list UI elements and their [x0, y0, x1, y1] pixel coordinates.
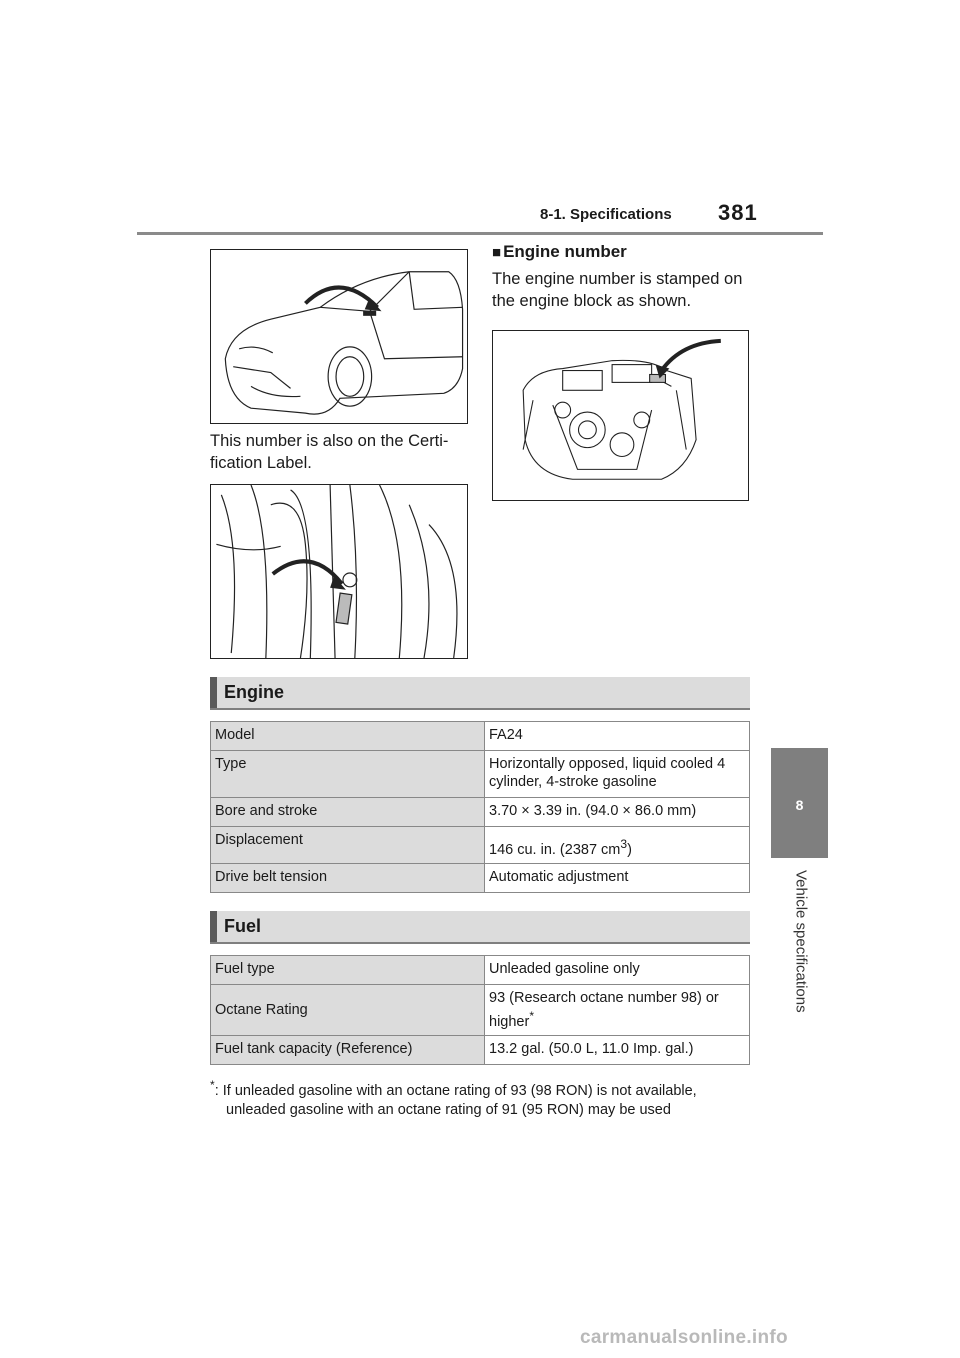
spec-label: Bore and stroke	[211, 798, 485, 827]
engine-number-description: The engine number is stamped on the engine block as shown.	[492, 270, 743, 310]
spec-value: FA24	[485, 722, 750, 751]
fuel-spec-table	[210, 955, 750, 1065]
chapter-title: Vehicle specifications	[792, 870, 810, 1013]
table-row	[211, 751, 750, 798]
chapter-number: 8	[795, 797, 804, 813]
spec-label: Fuel tank capacity (Reference)	[211, 1035, 485, 1064]
spec-value	[485, 827, 750, 864]
car-illustration	[211, 250, 467, 423]
fuel-section-title: Fuel	[224, 916, 262, 936]
engine-number-figure	[492, 330, 749, 501]
certification-label-figure	[210, 484, 468, 659]
table-row	[211, 956, 750, 985]
section-title: 8-1. Specifications	[540, 206, 672, 223]
certification-label-caption: This number is also on the Certi-fication Label.	[210, 432, 449, 472]
header-rule	[137, 232, 823, 235]
octane-value: 93 (Research octane number 98) or higher	[489, 990, 719, 1030]
table-row	[211, 827, 750, 864]
spec-label: Octane Rating	[211, 985, 485, 1036]
spec-label: Fuel type	[211, 956, 485, 985]
table-row	[211, 1035, 750, 1064]
spec-label: Model	[211, 722, 485, 751]
watermark: carmanualsonline.info	[580, 1327, 788, 1348]
spec-label: Displacement	[211, 827, 485, 864]
spec-value: 3.70 × 3.39 in. (94.0 × 86.0 mm)	[485, 798, 750, 827]
vin-location-figure	[210, 249, 468, 424]
chapter-title-vertical	[793, 870, 809, 1050]
spec-value	[485, 985, 750, 1036]
spec-value: Unleaded gasoline only	[485, 956, 750, 985]
footnote-line-1: : If unleaded gasoline with an octane rating of 93 (98 RON) is not available,	[214, 1082, 697, 1099]
cubic-superscript: 3	[620, 837, 628, 851]
engine-number-heading	[492, 242, 627, 262]
page-number: 381	[718, 200, 758, 225]
table-row	[211, 722, 750, 751]
displacement-value: 146 cu. in. (2387 cm	[489, 841, 621, 858]
displacement-close: )	[627, 841, 632, 858]
footnote-asterisk: *	[210, 1078, 215, 1092]
fuel-section-header	[210, 911, 750, 944]
engine-illustration	[493, 331, 748, 500]
engine-section-header	[210, 677, 750, 710]
engine-section-title: Engine	[224, 682, 285, 702]
table-row	[211, 798, 750, 827]
chapter-tab	[771, 748, 828, 858]
footnote-line-2: unleaded gasoline with an octane rating of 91 (95 RON) may be used	[226, 1101, 671, 1118]
spec-label: Drive belt tension	[211, 863, 485, 892]
engine-number-title: Engine number	[503, 242, 627, 261]
spec-value: 13.2 gal. (50.0 L, 11.0 Imp. gal.)	[485, 1035, 750, 1064]
heading-marker: ■	[492, 244, 502, 261]
footnote-marker: *	[529, 1009, 535, 1023]
spec-value: Automatic adjustment	[485, 863, 750, 892]
spec-value: Horizontally opposed, liquid cooled 4 cylinder, 4-stroke gasoline	[485, 751, 750, 798]
engine-spec-table	[210, 721, 750, 893]
door-jamb-illustration	[211, 485, 467, 658]
footnote	[210, 1076, 770, 1120]
spec-label: Type	[211, 751, 485, 798]
table-row	[211, 863, 750, 892]
table-row	[211, 985, 750, 1036]
